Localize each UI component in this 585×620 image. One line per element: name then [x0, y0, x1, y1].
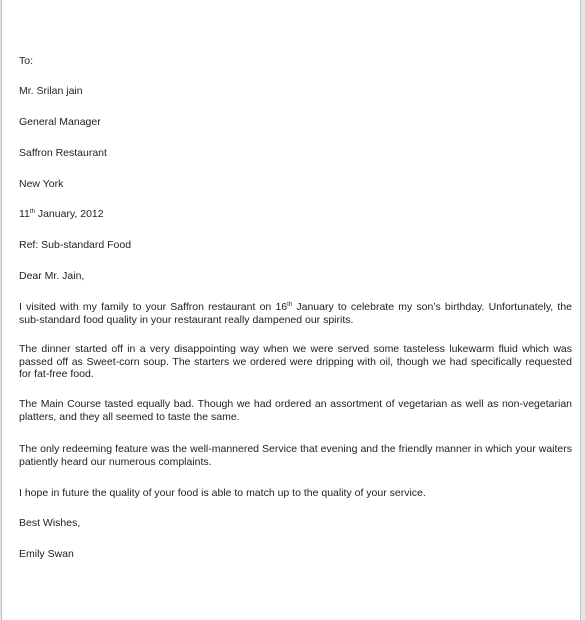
letter-date [19, 208, 567, 221]
signature-name: Emily Swan [19, 548, 74, 560]
paragraph-1-part2: January to celebrate my son’s birthday. Unfortunately, the sub-standard food quality in your restaurant really dampened our spirits. [19, 301, 572, 326]
recipient-title: General Manager [19, 116, 101, 128]
paragraph-4: The only redeeming feature was the well-mannered Service that evening and the friendly manner in which your waiters patiently heard our numerous complaints. [19, 443, 572, 468]
recipient-name: Mr. Srilan jain [19, 85, 83, 97]
date-rest: January, 2012 [34, 208, 104, 220]
paragraph-3: The Main Course tasted equally bad. Though we had ordered an assortment of vegetarian as well as non-vegetarian platters, and they all seemed to taste the same. [19, 398, 572, 423]
date-day: 11 [19, 208, 30, 220]
paragraph-1-sup: th [287, 302, 293, 308]
paragraph-1-part1: I visited with my family to your Saffron restaurant on 16 [19, 301, 288, 313]
recipient-city: New York [19, 178, 64, 190]
to-label: To: [19, 55, 34, 67]
recipient-company: Saffron Restaurant [19, 147, 107, 159]
salutation: Dear Mr. Jain, [19, 270, 85, 282]
closing: Best Wishes, [19, 517, 81, 529]
paragraph-5: I hope in future the quality of your food is able to match up to the quality of your service. [19, 487, 426, 499]
reference-line: Ref: Sub-standard Food [19, 239, 132, 251]
paragraph-2: The dinner started off in a very disappointing way when we were served some tasteless lukewarm fluid which was passed off as Sweet-corn soup. The starters we ordered were dripping with oil, though we had specifically requested for fat-free food. [19, 343, 572, 380]
document-page [1, 0, 581, 620]
paragraph-1 [19, 301, 572, 326]
date-suffix: th [29, 209, 35, 215]
